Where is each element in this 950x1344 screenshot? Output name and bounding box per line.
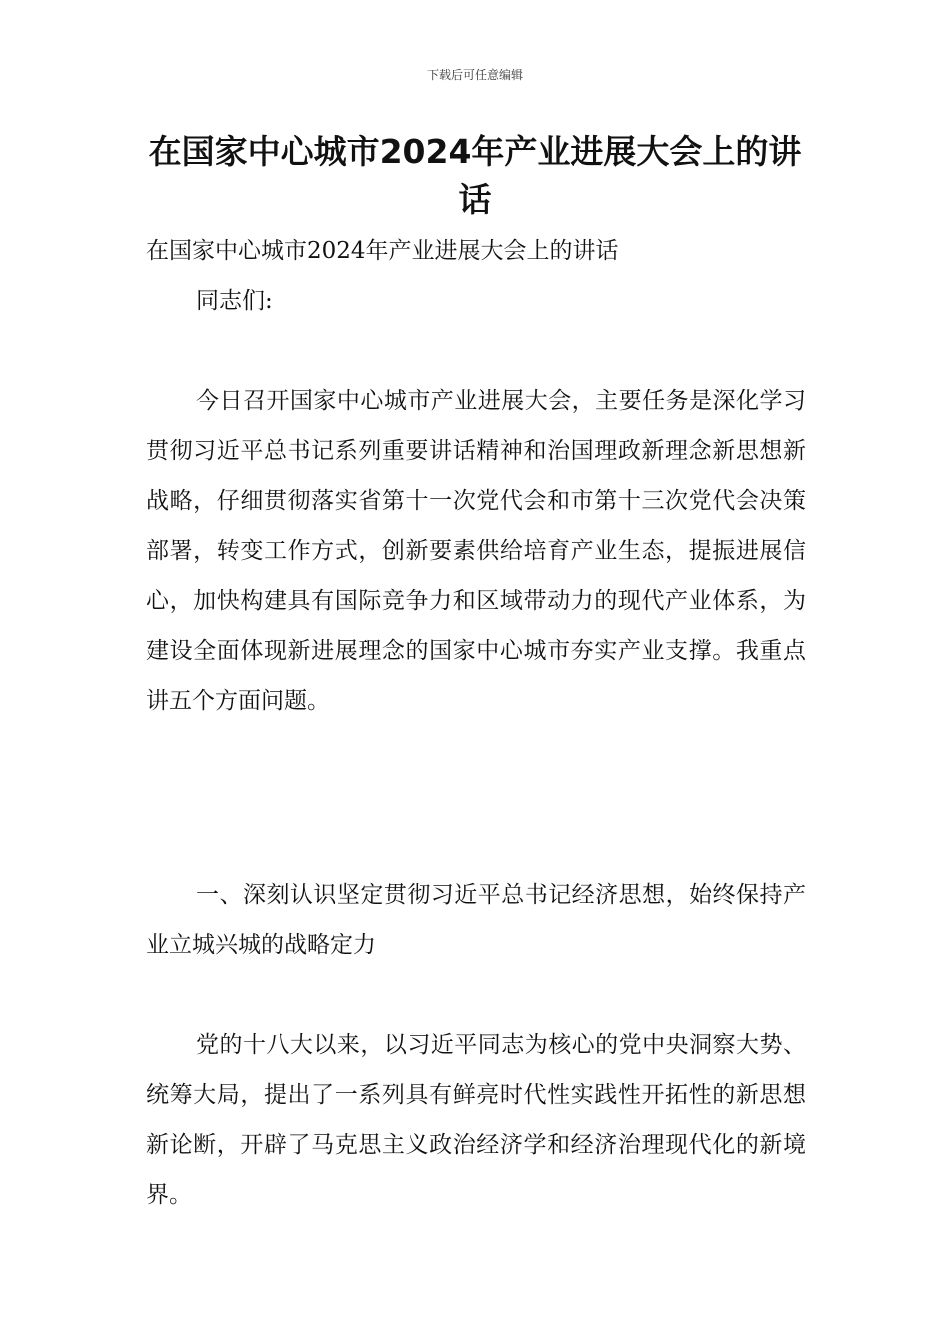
document-title: 在国家中心城市2024年产业进展大会上的讲话 xyxy=(148,132,802,219)
header-note: 下载后可任意编辑 xyxy=(426,68,523,82)
section-heading-1: 一、深刻认识坚定贯彻习近平总书记经济思想，始终保持产业立城兴城的战略定力 xyxy=(146,882,806,958)
paragraph-intro: 今日召开国家中心城市产业进展大会，主要任务是深化学习贯彻习近平总书记系列重要讲话精神和治国理政新理念新思想新战略，仔细贯彻落实省第十一次党代会和市第十三次党代会决策部署，转变工作方式，创新要素供给培育产业生态，提振进展信心，加快构建具有国际竞争力和区域带动力的现代产业体系，为建设全面体现新进展理念的国家中心城市夯实产业支撑。我重点讲五个方面问题。 xyxy=(146,388,806,714)
salutation: 同志们: xyxy=(196,288,273,314)
paragraph-section-1: 党的十八大以来，以习近平同志为核心的党中央洞察大势、统筹大局，提出了一系列具有鲜亮时代性实践性开拓性的新思想新论断，开辟了马克思主义政治经济学和经济治理现代化的新境界。 xyxy=(146,1032,806,1208)
document-subtitle: 在国家中心城市2024年产业进展大会上的讲话 xyxy=(146,238,619,264)
